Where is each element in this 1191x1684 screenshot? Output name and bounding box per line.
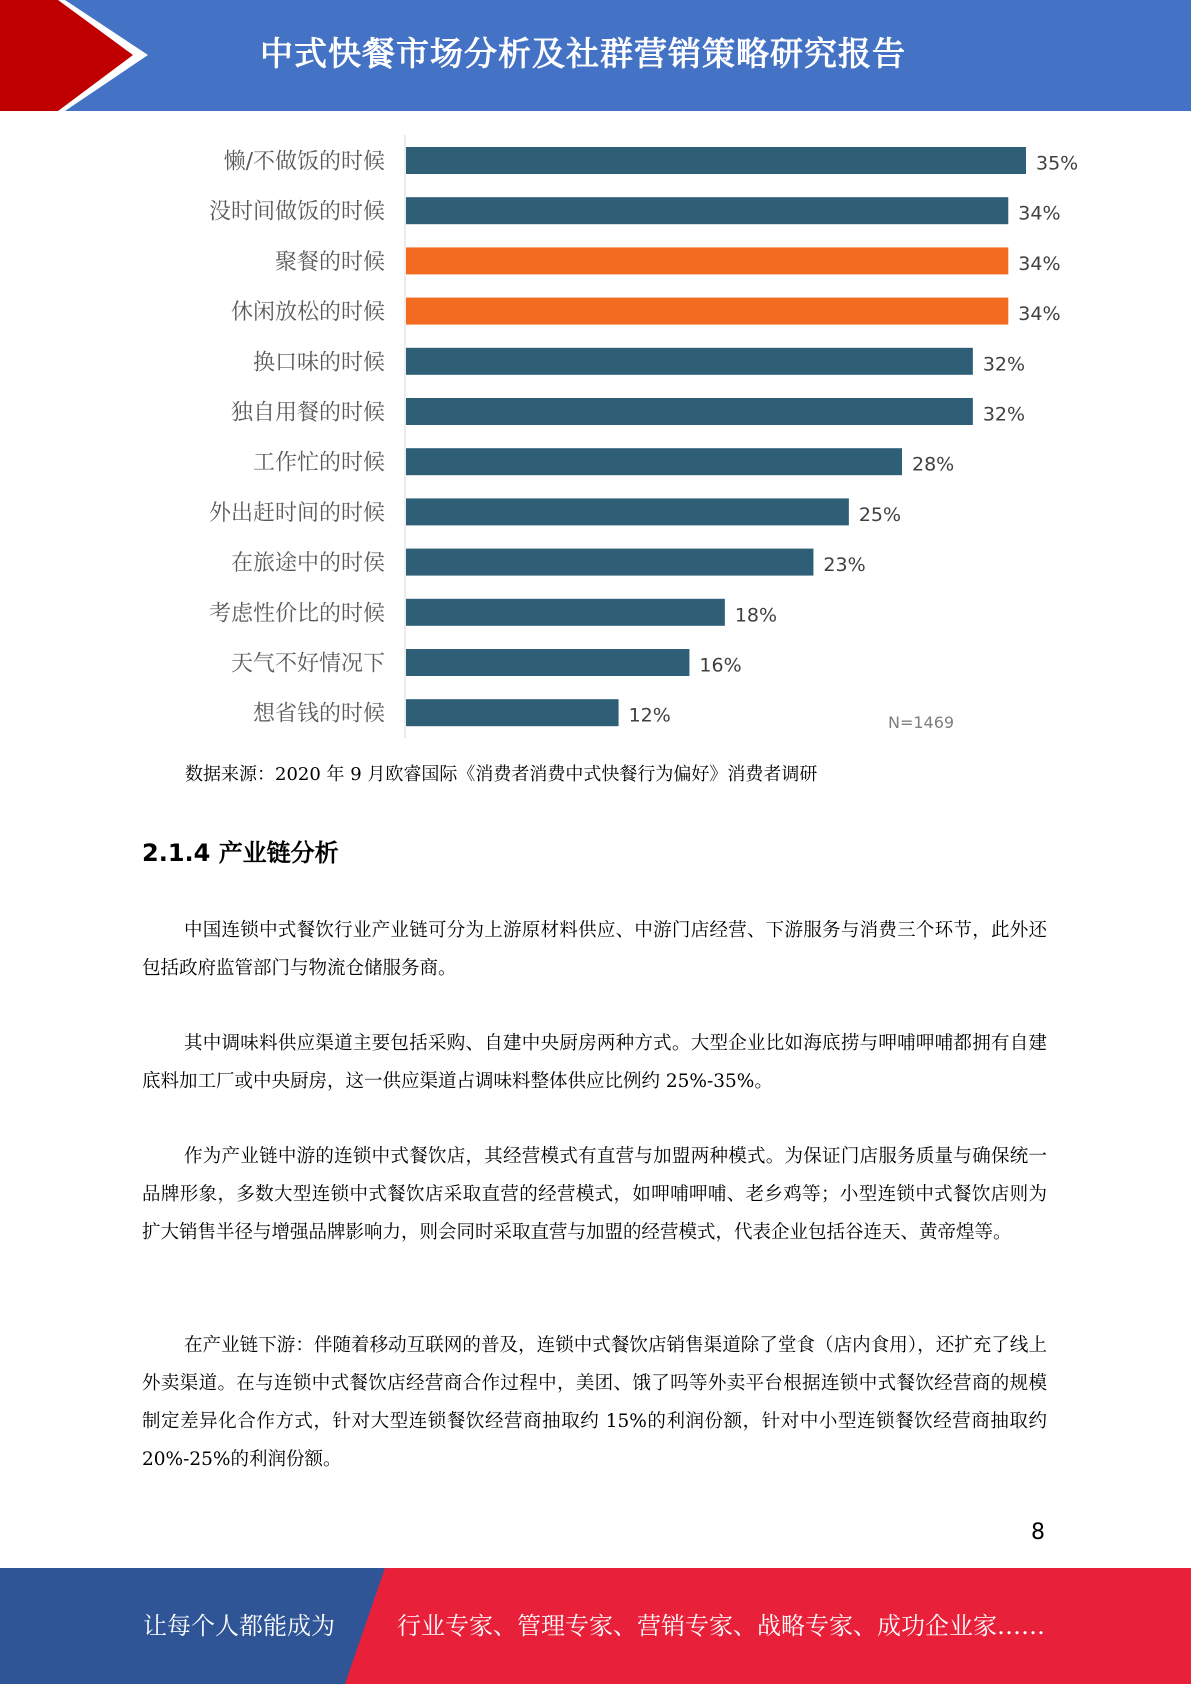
- page-header: [0, 0, 1191, 111]
- value-label: 16%: [699, 654, 742, 677]
- bar: [406, 147, 1026, 174]
- bar: [406, 348, 973, 375]
- report-title: 中式快餐市场分析及社群营销策略研究报告: [260, 34, 906, 73]
- value-label: 25%: [858, 503, 902, 526]
- bar: [406, 549, 813, 576]
- footer-slogan-left: 让每个人都能成为: [143, 1612, 335, 1640]
- value-label: 35%: [1036, 152, 1079, 175]
- value-label: 32%: [982, 353, 1026, 376]
- data-source: 数据来源：2020 年 9 月欧睿国际《消费者消费中式快餐行为偏好》消费者调研: [185, 764, 818, 785]
- page-number: 8: [1031, 1520, 1045, 1545]
- category-label: 没时间做饭的时候: [208, 199, 385, 225]
- paragraph-4: 在产业链下游：伴随着移动互联网的普及，连锁中式餐饮店销售渠道除了堂食（店内食用），还扩充了线上外卖渠道。在与连锁中式餐饮店经营商合作过程中，美团、饿了吗等外卖平台根据连锁中式餐饮经营商的规模制定差异化合作方式，针对大型连锁餐饮经营商抽取约 15%的利润份额，针对中小型连锁餐饮经营商抽取约 20%-25%的利润份额。: [142, 1335, 1047, 1470]
- value-label: 18%: [734, 604, 778, 627]
- bar: [406, 247, 1008, 274]
- bar: [406, 699, 619, 726]
- category-label: 换口味的时候: [252, 350, 385, 376]
- value-label: 12%: [628, 704, 671, 727]
- section-heading: 2.1.4 产业链分析: [142, 839, 339, 867]
- category-label: 工作忙的时候: [252, 450, 385, 476]
- category-label: 想省钱的时候: [252, 701, 385, 727]
- value-label: 23%: [823, 554, 866, 577]
- bar: [406, 398, 973, 425]
- footer-slogan-right: 行业专家、管理专家、营销专家、战略专家、成功企业家……: [397, 1612, 1045, 1640]
- page-footer: [0, 1568, 1191, 1684]
- paragraph-1: 中国连锁中式餐饮行业产业链可分为上游原材料供应、中游门店经营、下游服务与消费三个环节，此外还包括政府监管部门与物流仓储服务商。: [142, 920, 1047, 979]
- bar-chart: [160, 135, 1090, 754]
- category-label: 天气不好情况下: [230, 651, 385, 677]
- header-arrow-decoration: [0, 0, 160, 111]
- bar: [406, 448, 902, 475]
- category-label: 懒/不做饭的时候: [223, 149, 385, 175]
- sample-size-note: N=1469: [888, 713, 955, 732]
- bar: [406, 649, 689, 676]
- bar: [406, 197, 1008, 224]
- category-label: 外出赶时间的时候: [208, 500, 385, 526]
- category-label: 休闲放松的时候: [230, 300, 385, 326]
- paragraph-3: 作为产业链中游的连锁中式餐饮店，其经营模式有直营与加盟两种模式。为保证门店服务质量与确保统一品牌形象，多数大型连锁中式餐饮店采取直营的经营模式，如呷哺呷哺、老乡鸡等；小型连锁中式餐饮店则为扩大销售半径与增强品牌影响力，则会同时采取直营与加盟的经营模式，代表企业包括谷连天、黄帝煌等。: [142, 1146, 1047, 1243]
- category-label: 独自用餐的时候: [230, 400, 385, 426]
- value-label: 34%: [1018, 303, 1061, 326]
- value-label: 34%: [1018, 252, 1061, 275]
- value-label: 34%: [1018, 202, 1061, 225]
- bar: [406, 498, 849, 525]
- bar: [406, 298, 1008, 325]
- category-label: 在旅途中的时侯: [230, 551, 385, 577]
- bar: [406, 599, 725, 626]
- category-label: 聚餐的时候: [274, 249, 385, 275]
- value-label: 32%: [982, 403, 1026, 426]
- category-label: 考虑性价比的时候: [208, 601, 385, 627]
- paragraph-2: 其中调味料供应渠道主要包括采购、自建中央厨房两种方式。大型企业比如海底捞与呷哺呷哺都拥有自建底料加工厂或中央厨房，这一供应渠道占调味料整体供应比例约 25%-35%。: [142, 1033, 1047, 1092]
- bar-chart-svg: [160, 135, 1090, 750]
- value-label: 28%: [912, 453, 955, 476]
